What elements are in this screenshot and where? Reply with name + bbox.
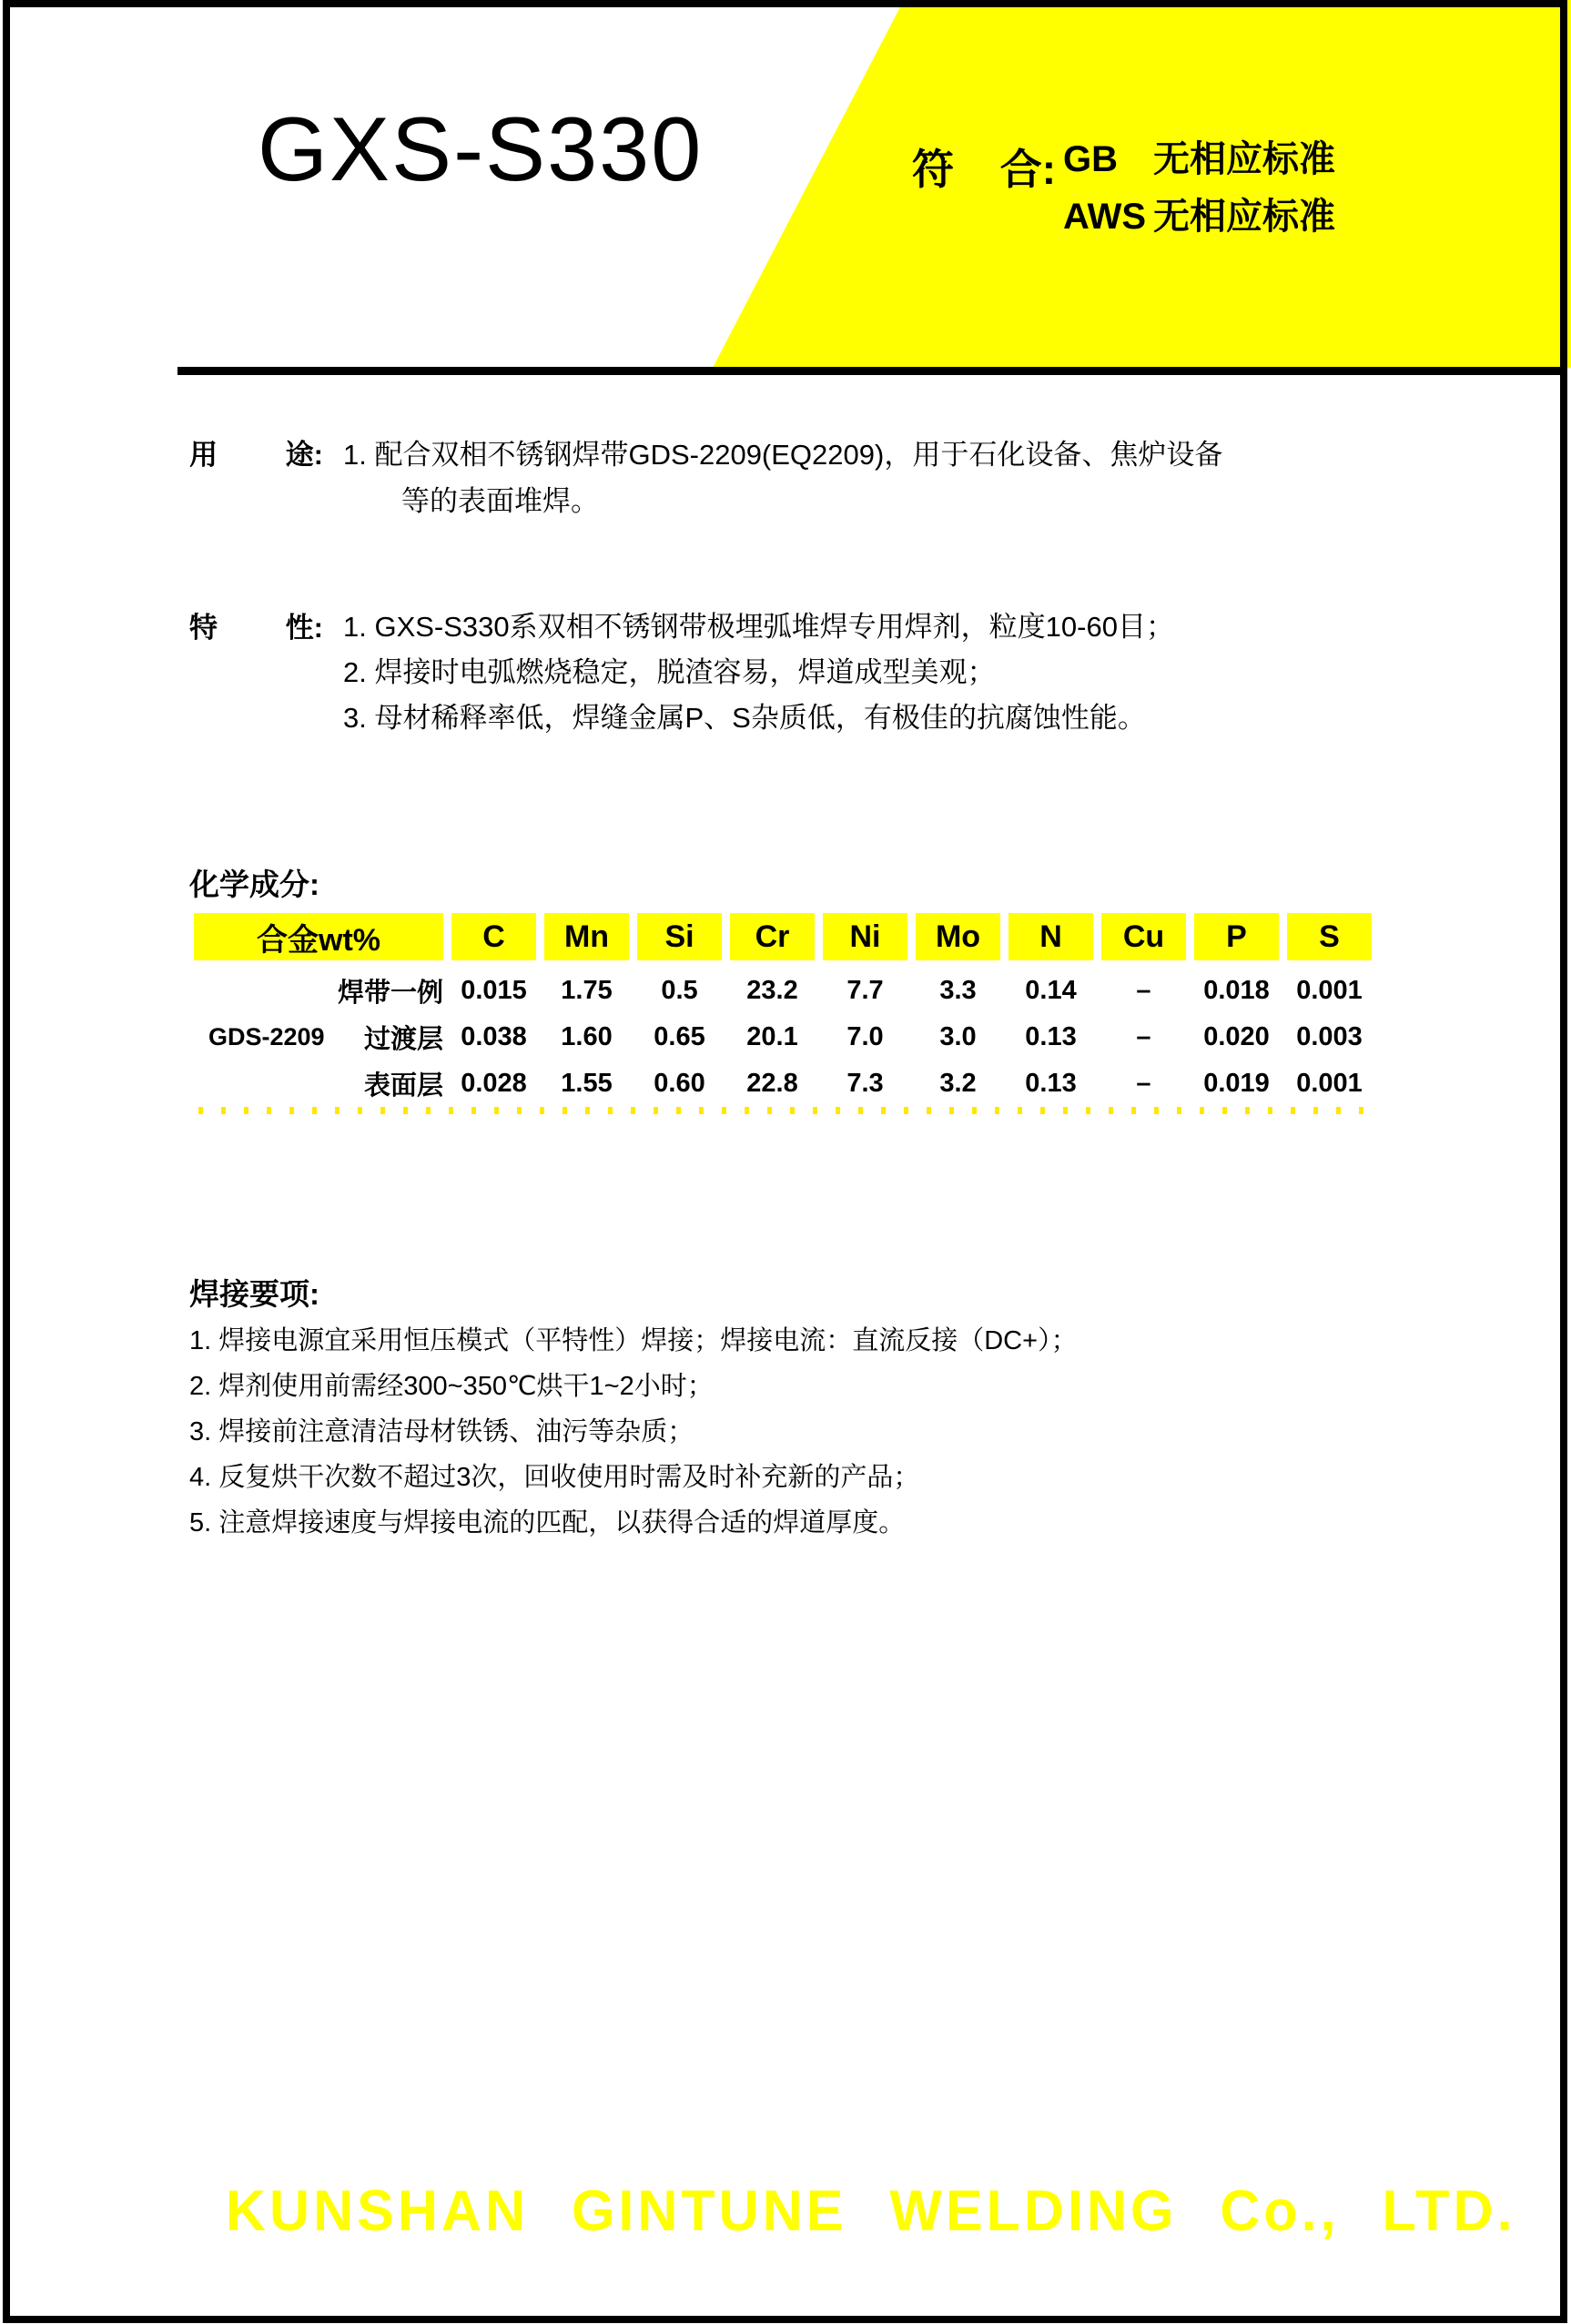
value-cell: 3.3 xyxy=(939,976,977,1005)
usage-text xyxy=(343,431,1222,524)
value-cell: 0.003 xyxy=(1296,1022,1363,1051)
row-label: 过渡层 xyxy=(363,1025,443,1054)
welding-item: 3. 焊接前注意清洁母材铁锈、油污等杂质； xyxy=(189,1417,694,1446)
value-cell: 0.028 xyxy=(461,1069,527,1098)
features-section-label: 特 性: xyxy=(189,612,323,644)
usage-section-label: 用 途: xyxy=(189,439,323,471)
value-cell: 0.019 xyxy=(1203,1069,1270,1098)
header-cell: Mn xyxy=(544,913,629,960)
value-cell: 0.001 xyxy=(1296,1069,1363,1098)
company-name: KUNSHAN GINTUNE WELDING Co., LTD. xyxy=(226,2178,1516,2243)
value-cell: 3.0 xyxy=(939,1022,977,1051)
table-row xyxy=(194,1014,1399,1061)
standard-value: 无相应标准 xyxy=(1153,139,1335,179)
welding-item: 2. 焊剂使用前需经300~350℃烘干1~2小时； xyxy=(189,1372,714,1401)
yellow-corner-wedge xyxy=(0,0,1571,368)
header-divider-rule xyxy=(177,367,1564,375)
header-cell: S xyxy=(1287,913,1372,960)
welding-item: 4. 反复烘干次数不超过3次，回收使用时需及时补充新的产品； xyxy=(189,1463,920,1492)
header-cell: Cr xyxy=(730,913,815,960)
features-list xyxy=(343,604,1174,741)
value-cell: 3.2 xyxy=(939,1069,977,1098)
row-label-cell xyxy=(194,1061,443,1107)
header-cell: N xyxy=(1008,913,1093,960)
dotted-separator xyxy=(198,1107,1377,1114)
value-cell: 0.018 xyxy=(1203,976,1270,1005)
welding-item: 5. 注意焊接速度与焊接电流的匹配，以获得合适的焊道厚度。 xyxy=(189,1508,906,1537)
value-cell: 1.55 xyxy=(561,1069,613,1098)
table-row xyxy=(194,968,1399,1014)
value-cell: 22.8 xyxy=(746,1069,798,1098)
standard-code: AWS xyxy=(1063,197,1147,237)
value-cell: 7.0 xyxy=(846,1022,884,1051)
header-cell: Cu xyxy=(1101,913,1186,960)
value-cell: 7.7 xyxy=(846,976,884,1005)
welding-item: 1. 焊接电源宜采用恒压模式（平特性）焊接；焊接电流：直流反接（DC+）； xyxy=(189,1326,1078,1355)
standard-value: 无相应标准 xyxy=(1153,197,1335,237)
standard-code: GB xyxy=(1063,139,1118,179)
value-cell: – xyxy=(1136,1069,1151,1098)
value-cell: 0.14 xyxy=(1025,976,1077,1005)
row-group-label: GDS-2209 xyxy=(208,1023,325,1050)
row-label-cell xyxy=(194,968,443,1014)
compliance-standards xyxy=(1063,139,1335,254)
table-header-row xyxy=(194,913,1399,960)
value-cell: 0.65 xyxy=(654,1022,705,1051)
value-cell: 1.75 xyxy=(561,976,613,1005)
value-cell: 0.13 xyxy=(1025,1022,1077,1051)
row-label: 焊带一例 xyxy=(337,979,443,1008)
value-cell: 0.13 xyxy=(1025,1069,1077,1098)
value-cell: 0.001 xyxy=(1296,976,1363,1005)
value-cell: 0.5 xyxy=(661,976,698,1005)
chemistry-heading: 化学成分: xyxy=(189,868,319,901)
row-label: 表面层 xyxy=(363,1071,443,1101)
chemistry-table xyxy=(194,913,1399,1107)
header-cell: Ni xyxy=(823,913,907,960)
usage-line: 等的表面堆焊。 xyxy=(401,485,599,517)
value-cell: 23.2 xyxy=(746,976,798,1005)
usage-line: 1. 配合双相不锈钢焊带GDS-2209(EQ2209)，用于石化设备、焦炉设备 xyxy=(343,439,1223,471)
header-cell: Mo xyxy=(916,913,1000,960)
feature-item: 1. GXS-S330系双相不锈钢带极埋弧堆焊专用焊剂，粒度10-60目； xyxy=(343,611,1174,643)
value-cell: 0.038 xyxy=(461,1022,527,1051)
value-cell: 0.60 xyxy=(654,1069,705,1098)
header-cell: C xyxy=(451,913,536,960)
row-label-cell xyxy=(194,1014,443,1061)
header-cell: Si xyxy=(637,913,722,960)
value-cell: 0.015 xyxy=(461,976,527,1005)
value-cell: – xyxy=(1136,976,1151,1005)
feature-item: 3. 母材稀释率低，焊缝金属P、S杂质低，有极佳的抗腐蚀性能。 xyxy=(343,702,1146,734)
feature-item: 2. 焊接时电弧燃烧稳定，脱渣容易，焊道成型美观； xyxy=(343,656,996,688)
welding-list xyxy=(189,1318,1078,1546)
product-title: GXS-S330 xyxy=(258,98,704,199)
header-cell: P xyxy=(1194,913,1279,960)
header-cell-alloy: 合金wt% xyxy=(194,913,443,960)
table-row xyxy=(194,1061,1399,1107)
value-cell: 20.1 xyxy=(746,1022,798,1051)
value-cell: – xyxy=(1136,1022,1151,1051)
compliance-label: 符 合: xyxy=(912,146,1057,193)
welding-heading: 焊接要项: xyxy=(189,1277,319,1311)
value-cell: 1.60 xyxy=(561,1022,613,1051)
value-cell: 7.3 xyxy=(846,1069,884,1098)
value-cell: 0.020 xyxy=(1203,1022,1270,1051)
